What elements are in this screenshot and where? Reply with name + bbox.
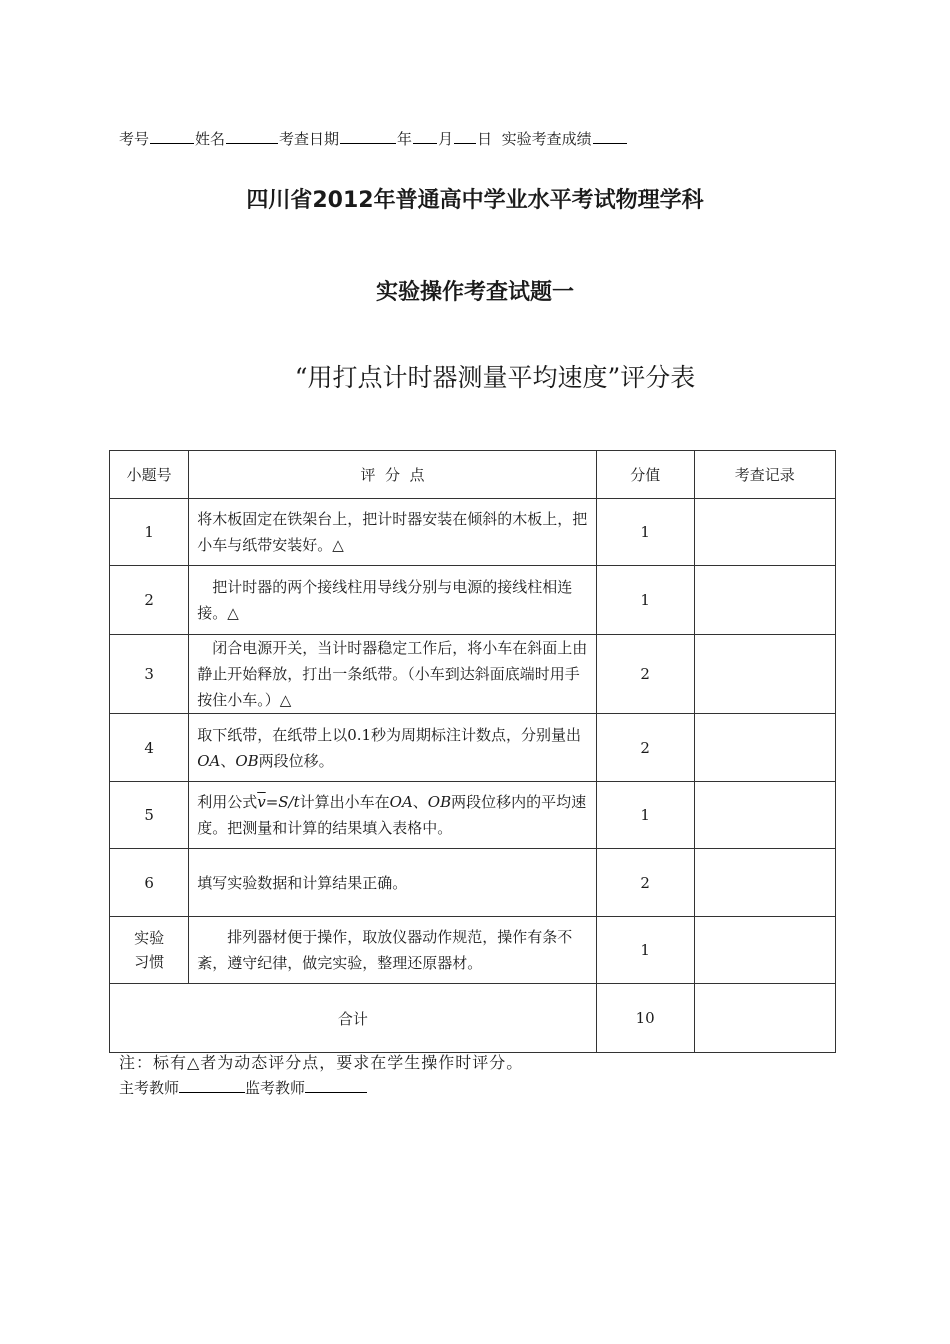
row-points: 1 bbox=[596, 566, 694, 635]
scoring-table bbox=[109, 450, 836, 1053]
page-subtitle-exam: 实验操作考查试题一 bbox=[375, 280, 574, 305]
row-number bbox=[110, 917, 189, 984]
signature-line bbox=[119, 1077, 367, 1098]
header-criteria: 评 分 点 bbox=[189, 451, 597, 499]
row-record-cell[interactable] bbox=[694, 849, 835, 917]
month-blank bbox=[413, 128, 437, 144]
row-criteria bbox=[189, 782, 597, 849]
row-record-cell[interactable] bbox=[694, 499, 835, 566]
month-label: 月 bbox=[438, 130, 454, 148]
row-criteria: 填写实验数据和计算结果正确。 bbox=[189, 849, 597, 917]
year-blank bbox=[340, 128, 396, 144]
total-points: 10 bbox=[596, 984, 694, 1053]
date-label: 考查日期 bbox=[279, 130, 340, 148]
year-label: 年 bbox=[397, 130, 413, 148]
table-row bbox=[110, 635, 836, 714]
criteria-text: 取下纸带，在纸带上以0.1秒为周期标注计数点，分别量出 bbox=[197, 725, 582, 744]
criteria-text: 利用公式 bbox=[197, 793, 258, 811]
header-info-line bbox=[119, 128, 628, 149]
separator: 、 bbox=[412, 793, 428, 811]
separator: 、 bbox=[220, 751, 236, 770]
chief-examiner-label: 主考教师 bbox=[119, 1079, 180, 1097]
criteria-text: 两段位移。 bbox=[258, 751, 334, 770]
header-record: 考查记录 bbox=[694, 451, 835, 499]
day-label: 日 bbox=[477, 130, 493, 148]
table-row bbox=[110, 917, 836, 984]
score-blank bbox=[593, 128, 627, 144]
row-criteria bbox=[189, 714, 597, 782]
segment-ob: OB bbox=[235, 751, 259, 770]
segment-oa: OA bbox=[389, 793, 413, 811]
table-row bbox=[110, 782, 836, 849]
row-criteria: 将木板固定在铁架台上，把计时器安装在倾斜的木板上，把小车与纸带安装好。△ bbox=[189, 499, 597, 566]
header-item-no: 小题号 bbox=[110, 451, 189, 499]
name-label: 姓名 bbox=[195, 130, 226, 148]
row-number: 2 bbox=[110, 566, 189, 635]
table-row bbox=[110, 849, 836, 917]
segment-oa: OA bbox=[197, 751, 221, 770]
criteria-text: 两段位移内的平均速度。把测量和计算的结果填入表格中。 bbox=[197, 793, 587, 837]
score-label: 实验考查成绩 bbox=[501, 130, 592, 148]
row-points: 1 bbox=[596, 917, 694, 984]
exam-no-label: 考号 bbox=[119, 130, 150, 148]
row-number: 1 bbox=[110, 499, 189, 566]
table-row bbox=[110, 499, 836, 566]
row-points: 2 bbox=[596, 714, 694, 782]
velocity-formula: =S/t bbox=[265, 793, 300, 811]
total-record-cell[interactable] bbox=[694, 984, 835, 1053]
table-row bbox=[110, 714, 836, 782]
row-record-cell[interactable] bbox=[694, 635, 835, 714]
row-number: 5 bbox=[110, 782, 189, 849]
row-points: 2 bbox=[596, 635, 694, 714]
row-record-cell[interactable] bbox=[694, 566, 835, 635]
criteria-text: 计算出小车在 bbox=[299, 793, 390, 811]
chief-examiner-blank bbox=[179, 1077, 245, 1093]
exam-no-blank bbox=[150, 128, 194, 144]
total-row bbox=[110, 984, 836, 1053]
table-row bbox=[110, 566, 836, 635]
segment-ob: OB bbox=[427, 793, 452, 811]
row-points: 1 bbox=[596, 499, 694, 566]
row-number-line1: 实验 bbox=[134, 929, 165, 947]
footnote: 注：标有△者为动态评分点，要求在学生操作时评分。 bbox=[119, 1053, 524, 1072]
row-record-cell[interactable] bbox=[694, 917, 835, 984]
row-record-cell[interactable] bbox=[694, 782, 835, 849]
row-points: 2 bbox=[596, 849, 694, 917]
row-number: 3 bbox=[110, 635, 189, 714]
page-title: 四川省2012年普通高中学业水平考试物理学科 bbox=[246, 188, 704, 213]
name-blank bbox=[226, 128, 278, 144]
row-criteria: 闭合电源开关，当计时器稳定工作后，将小车在斜面上由静止开始释放，打出一条纸带。（小车到达斜面底端时用手按住小车。）△ bbox=[189, 635, 597, 714]
scoring-table-title: “用打点计时器测量平均速度”评分表 bbox=[294, 363, 696, 392]
row-number: 6 bbox=[110, 849, 189, 917]
invigilator-blank bbox=[305, 1077, 367, 1093]
row-record-cell[interactable] bbox=[694, 714, 835, 782]
total-label: 合计 bbox=[110, 984, 597, 1053]
header-points: 分值 bbox=[596, 451, 694, 499]
invigilator-label: 监考教师 bbox=[245, 1079, 306, 1097]
row-number-line2: 习惯 bbox=[134, 953, 165, 971]
row-number: 4 bbox=[110, 714, 189, 782]
day-blank bbox=[454, 128, 476, 144]
row-points: 1 bbox=[596, 782, 694, 849]
row-criteria: 把计时器的两个接线柱用导线分别与电源的接线柱相连接。△ bbox=[189, 566, 597, 635]
row-criteria: 排列器材便于操作，取放仪器动作规范，操作有条不紊，遵守纪律，做完实验，整理还原器材。 bbox=[189, 917, 597, 984]
velocity-symbol: $\overline{v}$ bbox=[257, 793, 266, 811]
table-header-row bbox=[110, 451, 836, 499]
